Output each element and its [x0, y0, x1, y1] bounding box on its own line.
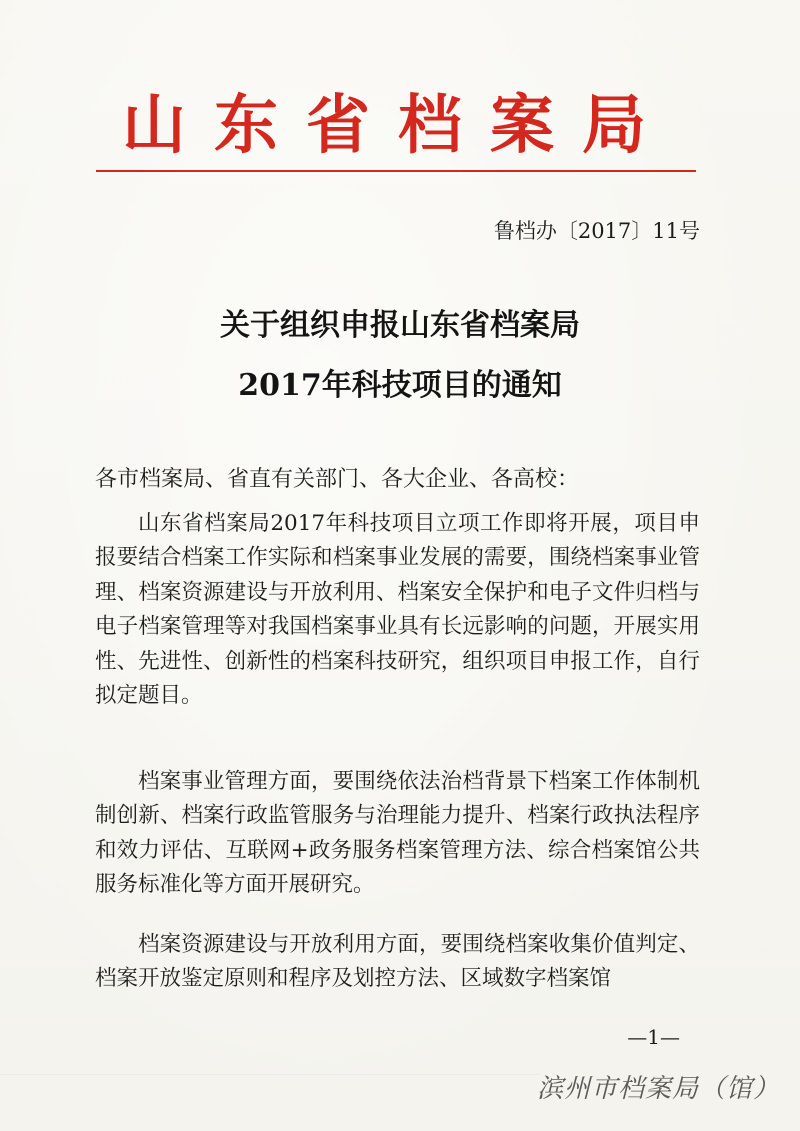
recipients-line: 各市档案局、省直有关部门、各大企业、各高校： [95, 467, 580, 492]
notice-title-line-2: 2017年科技项目的通知 [238, 368, 562, 403]
body-paragraph-3: 档案资源建设与开放利用方面，要围绕档案收集价值判定、档案开放鉴定原则和程序及划控方法、区域数字档案馆 [95, 932, 700, 992]
notice-title-line-1: 关于组织申报山东省档案局 [220, 308, 580, 343]
document-number: 鲁档办〔2017〕11号 [493, 219, 700, 243]
scan-band [0, 1074, 540, 1075]
red-header-rule [96, 170, 696, 172]
body-paragraph-1: 山东省档案局2017年科技项目立项工作即将开展，项目申报要结合档案工作实际和档案事业发展的需要，围绕档案事业管理、档案资源建设与开放利用、档案安全保护和电子文件归档与电子档案管理等对我国档案事业具有长远影响的问题，开展实用性、先进性、创新性的档案科技研究，组织项目申报工作，自行拟定题目。 [95, 511, 700, 709]
archive-watermark: 滨州市档案局（馆） [536, 1074, 780, 1104]
body-paragraph-2: 档案事业管理方面，要围绕依法治档背景下档案工作体制机制创新、档案行政监管服务与治理能力提升、档案行政执法程序和效力评估、互联网+政务服务档案管理方法、综合档案馆公共服务标准化等方面开展研究。 [95, 769, 700, 898]
agency-masthead: 山东省档案局 [122, 88, 674, 163]
page-number: —1— [627, 1025, 680, 1049]
